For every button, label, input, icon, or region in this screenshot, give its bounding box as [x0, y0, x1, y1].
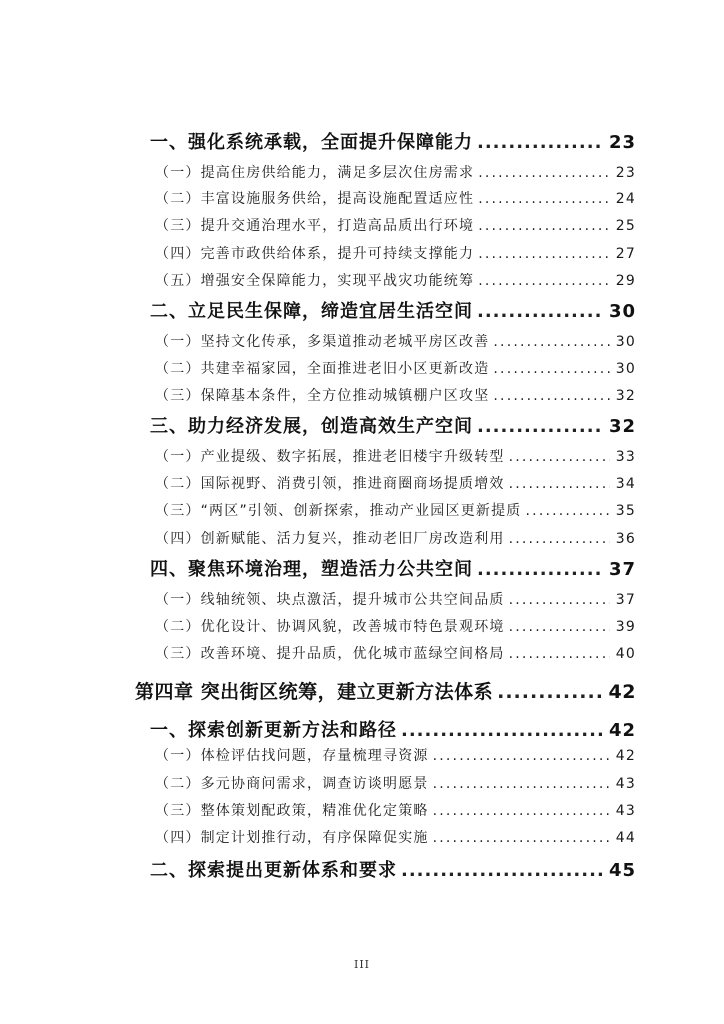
toc-entry[interactable]: [155, 243, 636, 263]
toc-entry-title: （一）坚持文化传承，多渠道推动老城平房区改善: [155, 334, 490, 350]
toc-entry-page: 37: [615, 592, 636, 608]
toc-entry-title: （二）丰富设施服务供给，提高设施配置适应性: [155, 191, 475, 207]
leader-dots: [509, 449, 610, 465]
toc-entry[interactable]: [155, 616, 636, 636]
toc-entry-page: 25: [615, 218, 636, 234]
toc-entry-title: （三）保障基本条件，全方位推动城镇棚户区攻坚: [155, 388, 490, 404]
leader-dots: [401, 860, 603, 881]
toc-entry-title: （三）改善环境、提升品质，优化城市蓝绿空间格局: [155, 646, 505, 662]
toc-entry-title: （四）完善市政供给体系，提升可持续支撑能力: [155, 246, 475, 262]
toc-chapter-entry[interactable]: [135, 677, 636, 704]
leader-dots: [433, 748, 610, 764]
leader-dots: [497, 681, 602, 703]
toc-entry-title: 二、立足民生保障，缔造宜居生活空间: [150, 301, 473, 322]
toc-entry[interactable]: [155, 827, 636, 847]
page-number: III: [353, 958, 371, 971]
leader-dots: [478, 246, 610, 262]
toc-entry-page: 29: [615, 273, 636, 289]
toc-entry[interactable]: [155, 162, 636, 182]
toc-entry[interactable]: [155, 188, 636, 208]
toc-entry-title: （三）“两区”引领、创新探索，推动产业园区更新提质: [155, 503, 522, 519]
toc-entry-title: （四）制定计划推行动，有序保障促实施: [155, 830, 429, 846]
leader-dots: [526, 503, 610, 519]
toc-entry-title: （二）多元协商问需求，调查访谈明愿景: [155, 776, 429, 792]
leader-dots: [477, 416, 603, 437]
toc-entry-page: 33: [615, 449, 636, 465]
leader-dots: [493, 388, 609, 404]
toc-entry[interactable]: [150, 412, 636, 438]
toc-entry[interactable]: [155, 773, 636, 793]
toc-entry[interactable]: [155, 270, 636, 290]
toc-entry-title: （一）提高住房供给能力，满足多层次住房需求: [155, 165, 475, 181]
toc-entry-title: 一、强化系统承载，全面提升保障能力: [150, 132, 473, 153]
toc-entry-page: 45: [608, 860, 636, 881]
toc-entry-page: 44: [615, 830, 636, 846]
leader-dots: [509, 619, 610, 635]
leader-dots: [478, 273, 610, 289]
leader-dots: [493, 361, 609, 377]
toc-entry-page: 43: [615, 803, 636, 819]
toc-entry-page: 24: [615, 191, 636, 207]
leader-dots: [493, 334, 609, 350]
toc-entry-title: （二）国际视野、消费引领，推进商圈商场提质增效: [155, 476, 505, 492]
toc-entry-page: 43: [615, 776, 636, 792]
leader-dots: [433, 776, 610, 792]
toc-entry[interactable]: [150, 297, 636, 323]
toc-entry-title: （三）整体策划配政策，精准优化定策略: [155, 803, 429, 819]
toc-entry[interactable]: [150, 128, 636, 154]
toc-entry-title: 第四章 突出街区统筹，建立更新方法体系: [135, 681, 494, 703]
toc-entry[interactable]: [155, 589, 636, 609]
toc-entry-page: 42: [608, 720, 636, 741]
toc-entry-page: 42: [615, 748, 636, 764]
leader-dots: [433, 830, 610, 846]
toc-entry-title: （五）增强安全保障能力，实现平战灾功能统筹: [155, 273, 475, 289]
toc-entry-title: （一）线轴统领、块点激活，提升城市公共空间品质: [155, 592, 505, 608]
leader-dots: [478, 218, 610, 234]
toc-entry-title: 一、探索创新更新方法和路径: [150, 720, 397, 741]
toc-entry[interactable]: [155, 446, 636, 466]
leader-dots: [433, 803, 610, 819]
toc-entry-title: （二）优化设计、协调风貌，改善城市特色景观环境: [155, 619, 505, 635]
toc-entry-title: 四、聚焦环境治理，塑造活力公共空间: [150, 559, 473, 580]
toc-entry-page: 30: [615, 334, 636, 350]
toc-entry-page: 23: [615, 165, 636, 181]
toc-entry-page: 39: [615, 619, 636, 635]
toc-entry-title: （四）创新赋能、活力复兴，推动老旧厂房改造利用: [155, 531, 505, 547]
leader-dots: [477, 132, 603, 153]
leader-dots: [509, 476, 610, 492]
toc-entry[interactable]: [155, 473, 636, 493]
toc-entry-title: 三、助力经济发展，创造高效生产空间: [150, 416, 473, 437]
toc-entry-title: 二、探索提出更新体系和要求: [150, 860, 397, 881]
toc-entry[interactable]: [150, 716, 636, 742]
toc-entry[interactable]: [155, 800, 636, 820]
toc-entry[interactable]: [155, 358, 636, 378]
leader-dots: [509, 646, 610, 662]
toc-entry-page: 32: [615, 388, 636, 404]
leader-dots: [509, 592, 610, 608]
toc-entry[interactable]: [155, 745, 636, 765]
toc-entry[interactable]: [155, 528, 636, 548]
toc-entry-page: 23: [608, 132, 636, 153]
toc-entry-page: 27: [615, 246, 636, 262]
toc-entry-page: 36: [615, 531, 636, 547]
toc-entry[interactable]: [150, 555, 636, 581]
toc-entry[interactable]: [155, 500, 636, 520]
toc-entry-page: 32: [608, 416, 636, 437]
toc-entry[interactable]: [155, 385, 636, 405]
toc-entry-page: 34: [615, 476, 636, 492]
leader-dots: [401, 720, 603, 741]
toc-entry[interactable]: [155, 643, 636, 663]
toc-entry-title: （一）产业提级、数字拓展，推进老旧楼宇升级转型: [155, 449, 505, 465]
toc-entry[interactable]: [155, 331, 636, 351]
leader-dots: [478, 191, 610, 207]
toc-entry-page: 30: [615, 361, 636, 377]
leader-dots: [477, 559, 603, 580]
toc-entry-page: 35: [615, 503, 636, 519]
leader-dots: [509, 531, 610, 547]
toc-entry-title: （二）共建幸福家园，全面推进老旧小区更新改造: [155, 361, 490, 377]
toc-entry-page: 30: [608, 301, 636, 322]
leader-dots: [478, 165, 610, 181]
toc-entry-page: 40: [615, 646, 636, 662]
toc-entry-page: 42: [608, 681, 636, 703]
toc-entry-title: （三）提升交通治理水平，打造高品质出行环境: [155, 218, 475, 234]
toc-entry-title: （一）体检评估找问题，存量梳理寻资源: [155, 748, 429, 764]
toc-entry[interactable]: [150, 856, 636, 882]
toc-entry-page: 37: [608, 559, 636, 580]
toc-entry[interactable]: [155, 215, 636, 235]
leader-dots: [477, 301, 603, 322]
